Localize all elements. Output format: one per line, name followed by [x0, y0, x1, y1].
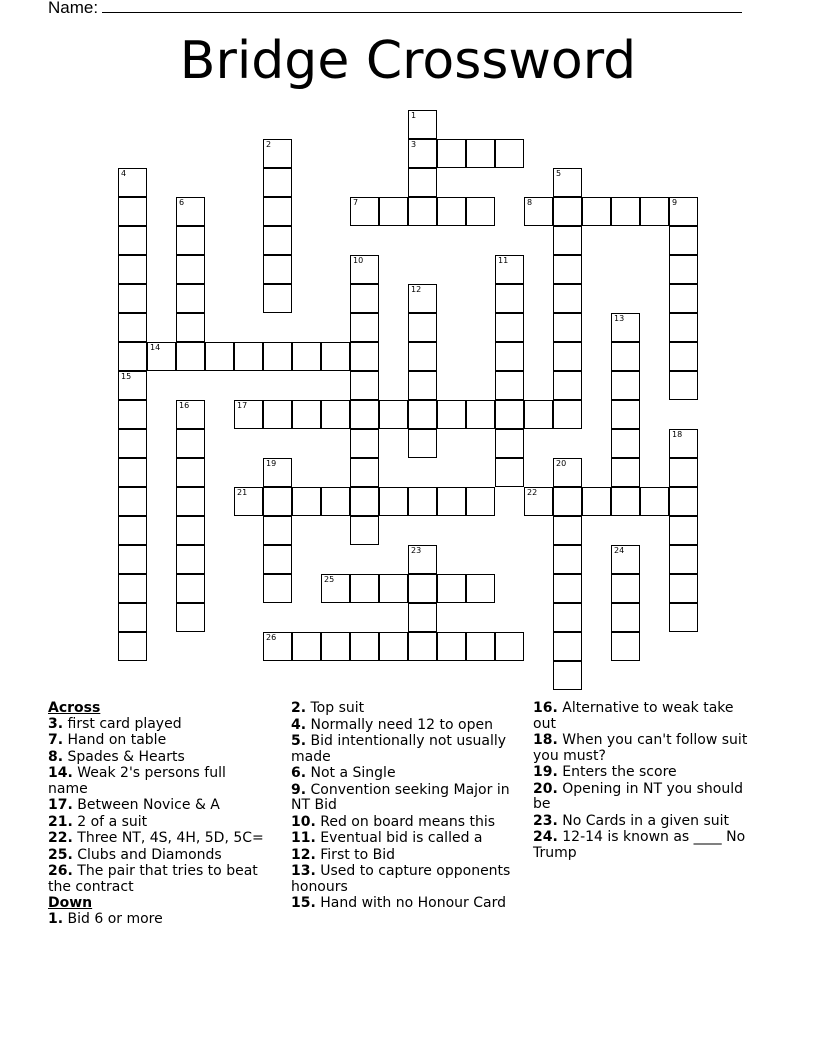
clue-item — [533, 733, 758, 764]
grid-cell[interactable] — [611, 197, 640, 226]
grid-cell[interactable] — [553, 284, 582, 313]
grid-cell[interactable] — [234, 487, 263, 516]
clue-item — [533, 814, 758, 830]
clue-item — [291, 701, 516, 717]
grid-cell[interactable] — [669, 313, 698, 342]
grid-cell[interactable] — [350, 458, 379, 487]
clue-number: 7 — [353, 198, 359, 207]
grid-cell[interactable] — [582, 197, 611, 226]
grid-cell[interactable] — [350, 197, 379, 226]
across-heading: Across — [48, 700, 101, 716]
clue-number-label: 11. — [291, 830, 316, 846]
grid-cell[interactable] — [350, 284, 379, 313]
grid-cell[interactable] — [669, 487, 698, 516]
grid-cell[interactable] — [408, 342, 437, 371]
down-clue-list-part-2 — [291, 701, 516, 912]
grid-cell[interactable] — [263, 284, 292, 313]
grid-cell[interactable] — [553, 197, 582, 226]
grid-cell[interactable] — [263, 255, 292, 284]
grid-cell[interactable] — [524, 400, 553, 429]
grid-cell[interactable] — [379, 632, 408, 661]
clue-number-label: 7. — [48, 732, 64, 748]
grid-cell[interactable] — [118, 371, 147, 400]
grid-cell[interactable] — [495, 139, 524, 168]
clue-number: 3 — [411, 140, 417, 149]
clue-number: 12 — [411, 285, 422, 294]
clue-number-label: 17. — [48, 797, 73, 813]
clues-column-1 — [48, 701, 268, 928]
grid-cell[interactable] — [350, 429, 379, 458]
clue-item — [291, 848, 516, 864]
clue-item — [48, 815, 268, 831]
clue-number-label: 19. — [533, 764, 558, 780]
clue-number: 4 — [121, 169, 127, 178]
grid-cell[interactable] — [466, 139, 495, 168]
clue-number-label: 23. — [533, 812, 558, 829]
grid-cell[interactable] — [553, 516, 582, 545]
grid-cell[interactable] — [263, 516, 292, 545]
grid-cell[interactable] — [379, 574, 408, 603]
clue-number: 11 — [498, 256, 509, 265]
grid-cell[interactable] — [669, 371, 698, 400]
grid-cell[interactable] — [669, 574, 698, 603]
clue-text: Red on board means this — [315, 813, 496, 830]
grid-cell[interactable] — [263, 168, 292, 197]
clue-number-label: 21. — [48, 813, 73, 830]
grid-cell[interactable] — [611, 458, 640, 487]
grid-cell[interactable] — [669, 516, 698, 545]
clue-item — [533, 782, 758, 813]
grid-cell[interactable] — [176, 603, 205, 632]
grid-cell[interactable] — [495, 632, 524, 661]
grid-cell[interactable] — [379, 487, 408, 516]
grid-cell[interactable] — [321, 342, 350, 371]
grid-cell[interactable] — [176, 458, 205, 487]
grid-cell[interactable] — [669, 284, 698, 313]
grid-cell[interactable] — [640, 487, 669, 516]
clue-item — [48, 798, 268, 814]
grid-cell[interactable] — [350, 574, 379, 603]
clue-item — [291, 864, 516, 895]
grid-cell[interactable] — [379, 197, 408, 226]
grid-cell[interactable] — [292, 400, 321, 429]
grid-cell[interactable] — [553, 632, 582, 661]
grid-cell[interactable] — [640, 197, 669, 226]
grid-cell[interactable] — [611, 371, 640, 400]
grid-cell[interactable] — [553, 545, 582, 574]
grid-cell[interactable] — [118, 458, 147, 487]
clue-item — [48, 831, 268, 847]
grid-cell[interactable] — [408, 168, 437, 197]
clue-number: 13 — [614, 314, 625, 323]
grid-cell[interactable] — [611, 487, 640, 516]
clue-text: Normally need 12 to open — [306, 716, 493, 733]
grid-cell[interactable] — [408, 487, 437, 516]
grid-cell[interactable] — [408, 313, 437, 342]
grid-cell[interactable] — [669, 458, 698, 487]
clue-number-label: 8. — [48, 748, 64, 765]
grid-cell[interactable] — [205, 342, 234, 371]
grid-cell[interactable] — [350, 342, 379, 371]
clue-text: Convention seeking Major in NT Bid — [291, 781, 510, 813]
clue-number-label: 26. — [48, 863, 73, 879]
clue-text: Bid intentionally not usually made — [291, 733, 507, 765]
grid-cell[interactable] — [408, 400, 437, 429]
grid-cell[interactable] — [437, 197, 466, 226]
clues-column-3 — [533, 701, 758, 862]
grid-cell[interactable] — [611, 574, 640, 603]
grid-cell[interactable] — [437, 139, 466, 168]
clue-text: First to Bid — [315, 846, 396, 863]
grid-cell[interactable] — [321, 574, 350, 603]
down-clue-list-part-3 — [533, 701, 758, 861]
clue-item — [48, 864, 268, 895]
grid-cell[interactable] — [321, 632, 350, 661]
grid-cell[interactable] — [234, 342, 263, 371]
grid-cell[interactable] — [176, 516, 205, 545]
grid-cell[interactable] — [669, 603, 698, 632]
clue-number-label: 14. — [48, 765, 73, 781]
grid-cell[interactable] — [263, 487, 292, 516]
grid-cell[interactable] — [408, 197, 437, 226]
grid-cell[interactable] — [611, 400, 640, 429]
grid-cell[interactable] — [176, 400, 205, 429]
grid-cell[interactable] — [176, 284, 205, 313]
clue-number: 15 — [121, 372, 132, 381]
grid-cell[interactable] — [263, 197, 292, 226]
name-underline[interactable] — [102, 0, 742, 13]
clue-number-label: 10. — [291, 813, 316, 830]
grid-cell[interactable] — [408, 284, 437, 313]
grid-cell[interactable] — [437, 632, 466, 661]
grid-cell[interactable] — [118, 516, 147, 545]
clue-number: 25 — [324, 575, 335, 584]
grid-cell[interactable] — [379, 400, 408, 429]
clue-number: 5 — [556, 169, 562, 178]
grid-cell[interactable] — [176, 255, 205, 284]
clue-number: 2 — [266, 140, 272, 149]
grid-cell[interactable] — [553, 255, 582, 284]
grid-cell[interactable] — [553, 313, 582, 342]
grid-cell[interactable] — [292, 487, 321, 516]
grid-cell[interactable] — [176, 313, 205, 342]
grid-cell[interactable] — [408, 429, 437, 458]
clue-text: Not a Single — [306, 765, 396, 781]
grid-cell[interactable] — [669, 226, 698, 255]
grid-cell[interactable] — [118, 226, 147, 255]
clue-number: 22 — [527, 488, 538, 497]
grid-cell[interactable] — [611, 632, 640, 661]
grid-cell[interactable] — [118, 255, 147, 284]
clue-text: Spades & Hearts — [63, 748, 185, 765]
clue-item — [48, 848, 268, 864]
grid-cell[interactable] — [118, 574, 147, 603]
grid-cell[interactable] — [176, 487, 205, 516]
clue-text: first card played — [63, 715, 182, 732]
clue-number: 20 — [556, 459, 567, 468]
grid-cell[interactable] — [350, 400, 379, 429]
grid-cell[interactable] — [263, 545, 292, 574]
grid-cell[interactable] — [582, 487, 611, 516]
grid-cell[interactable] — [118, 400, 147, 429]
grid-cell[interactable] — [350, 516, 379, 545]
grid-cell[interactable] — [263, 632, 292, 661]
grid-cell[interactable] — [495, 284, 524, 313]
clue-number: 9 — [672, 198, 678, 207]
clue-number-label: 18. — [533, 732, 558, 748]
clue-item — [291, 815, 516, 831]
grid-cell[interactable] — [495, 342, 524, 371]
clue-text: Top suit — [306, 700, 365, 716]
clue-number-label: 13. — [291, 863, 316, 879]
grid-cell[interactable] — [176, 342, 205, 371]
clue-text: When you can't follow suit you must? — [533, 732, 748, 764]
clue-item — [533, 765, 758, 781]
grid-cell[interactable] — [408, 545, 437, 574]
clue-item — [291, 783, 516, 814]
clue-item — [291, 766, 516, 782]
grid-cell[interactable] — [118, 342, 147, 371]
clue-number-label: 12. — [291, 846, 316, 863]
clue-text: Bid 6 or more — [63, 910, 163, 927]
clue-text: Alternative to weak take out — [533, 700, 734, 732]
grid-cell[interactable] — [553, 226, 582, 255]
grid-cell[interactable] — [495, 255, 524, 284]
name-label: Name: — [48, 0, 99, 17]
grid-cell[interactable] — [437, 487, 466, 516]
grid-cell[interactable] — [669, 429, 698, 458]
clue-text: Weak 2's persons full name — [48, 765, 226, 797]
grid-cell[interactable] — [118, 168, 147, 197]
clue-number-label: 22. — [48, 830, 73, 846]
clue-number-label: 1. — [48, 910, 64, 927]
clue-number-label: 3. — [48, 715, 64, 732]
grid-cell[interactable] — [263, 574, 292, 603]
clue-number: 10 — [353, 256, 364, 265]
clue-text: Clubs and Diamonds — [72, 846, 222, 863]
clue-number: 17 — [237, 401, 248, 410]
clue-text: Hand on table — [63, 732, 167, 748]
grid-cell[interactable] — [553, 458, 582, 487]
grid-cell[interactable] — [611, 342, 640, 371]
down-heading: Down — [48, 895, 93, 911]
clue-number: 6 — [179, 198, 185, 207]
grid-cell[interactable] — [350, 255, 379, 284]
grid-cell[interactable] — [176, 197, 205, 226]
grid-cell[interactable] — [553, 371, 582, 400]
grid-cell[interactable] — [466, 197, 495, 226]
grid-cell[interactable] — [118, 429, 147, 458]
grid-cell[interactable] — [176, 429, 205, 458]
clue-number-label: 24. — [533, 829, 558, 845]
clue-number: 16 — [179, 401, 190, 410]
clue-text: Eventual bid is called a — [315, 830, 483, 846]
clue-number-label: 16. — [533, 700, 558, 716]
grid-cell[interactable] — [350, 313, 379, 342]
grid-cell[interactable] — [553, 603, 582, 632]
grid-cell[interactable] — [292, 342, 321, 371]
grid-cell[interactable] — [408, 139, 437, 168]
grid-cell[interactable] — [611, 313, 640, 342]
clues-column-2 — [291, 701, 516, 913]
clue-text: The pair that tries to beat the contract — [48, 863, 258, 895]
grid-cell[interactable] — [437, 574, 466, 603]
clue-number-label: 15. — [291, 895, 316, 911]
grid-cell[interactable] — [234, 400, 263, 429]
grid-cell[interactable] — [321, 487, 350, 516]
clue-number: 26 — [266, 633, 277, 642]
clue-number: 1 — [411, 111, 417, 120]
across-clue-list — [48, 717, 268, 896]
clue-number: 18 — [672, 430, 683, 439]
grid-cell[interactable] — [118, 284, 147, 313]
grid-cell[interactable] — [466, 487, 495, 516]
grid-cell[interactable] — [466, 574, 495, 603]
clue-number-label: 9. — [291, 781, 307, 798]
grid-cell[interactable] — [669, 255, 698, 284]
page-title: Bridge Crossword — [179, 31, 637, 91]
clue-text: 12-14 is known as ____ No Trump — [533, 829, 746, 861]
clue-item — [291, 896, 516, 912]
grid-cell[interactable] — [118, 632, 147, 661]
grid-cell[interactable] — [495, 400, 524, 429]
clue-item — [48, 766, 268, 797]
clue-item — [48, 750, 268, 766]
grid-cell[interactable] — [669, 545, 698, 574]
grid-cell[interactable] — [611, 603, 640, 632]
grid-cell[interactable] — [350, 487, 379, 516]
grid-cell[interactable] — [292, 632, 321, 661]
grid-cell[interactable] — [553, 168, 582, 197]
grid-cell[interactable] — [611, 429, 640, 458]
clue-number-label: 5. — [291, 733, 307, 749]
grid-cell[interactable] — [176, 226, 205, 255]
clue-item — [533, 830, 758, 861]
grid-cell[interactable] — [524, 197, 553, 226]
clue-number: 8 — [527, 198, 533, 207]
clue-number-label: 2. — [291, 700, 307, 716]
grid-cell[interactable] — [495, 429, 524, 458]
grid-cell[interactable] — [118, 313, 147, 342]
grid-cell[interactable] — [408, 632, 437, 661]
clue-text: Three NT, 4S, 4H, 5D, 5C= — [72, 830, 264, 846]
down-clue-list-part-1 — [48, 912, 268, 928]
clue-item — [48, 912, 268, 928]
clue-number-label: 25. — [48, 846, 73, 863]
clue-item — [533, 701, 758, 732]
grid-cell[interactable] — [350, 632, 379, 661]
grid-cell[interactable] — [118, 197, 147, 226]
clue-number-label: 4. — [291, 716, 307, 733]
grid-cell[interactable] — [176, 545, 205, 574]
grid-cell[interactable] — [263, 400, 292, 429]
grid-cell[interactable] — [263, 342, 292, 371]
clue-item — [48, 733, 268, 749]
clue-number: 14 — [150, 343, 161, 352]
clue-text: 2 of a suit — [72, 813, 148, 830]
clue-text: No Cards in a given suit — [557, 812, 730, 829]
grid-cell[interactable] — [669, 342, 698, 371]
grid-cell[interactable] — [495, 458, 524, 487]
grid-cell[interactable] — [263, 458, 292, 487]
clue-item — [291, 718, 516, 734]
grid-cell[interactable] — [611, 545, 640, 574]
grid-cell[interactable] — [466, 400, 495, 429]
clue-number: 24 — [614, 546, 625, 555]
clue-item — [291, 734, 516, 765]
grid-cell[interactable] — [437, 400, 466, 429]
clue-number: 21 — [237, 488, 248, 497]
grid-cell[interactable] — [263, 139, 292, 168]
grid-cell[interactable] — [553, 400, 582, 429]
grid-cell[interactable] — [669, 197, 698, 226]
clue-number-label: 6. — [291, 765, 307, 781]
grid-cell[interactable] — [408, 110, 437, 139]
clue-number: 23 — [411, 546, 422, 555]
grid-cell[interactable] — [466, 632, 495, 661]
clue-item — [291, 831, 516, 847]
grid-cell[interactable] — [495, 313, 524, 342]
grid-cell[interactable] — [118, 487, 147, 516]
clue-text: Used to capture opponents honours — [291, 863, 511, 895]
clue-number-label: 20. — [533, 780, 558, 797]
grid-cell[interactable] — [408, 574, 437, 603]
grid-cell[interactable] — [118, 603, 147, 632]
clue-text: Hand with no Honour Card — [315, 895, 506, 911]
grid-cell[interactable] — [408, 371, 437, 400]
clue-item — [48, 717, 268, 733]
clue-text: Opening in NT you should be — [533, 780, 743, 812]
grid-cell[interactable] — [553, 342, 582, 371]
clue-text: Between Novice & A — [72, 797, 220, 813]
grid-cell[interactable] — [263, 226, 292, 255]
clue-text: Enters the score — [557, 764, 677, 780]
grid-cell[interactable] — [553, 661, 582, 690]
grid-cell[interactable] — [553, 487, 582, 516]
grid-cell[interactable] — [147, 342, 176, 371]
grid-cell[interactable] — [350, 371, 379, 400]
grid-cell[interactable] — [553, 574, 582, 603]
grid-cell[interactable] — [176, 574, 205, 603]
clue-number: 19 — [266, 459, 277, 468]
grid-cell[interactable] — [495, 371, 524, 400]
grid-cell[interactable] — [524, 487, 553, 516]
grid-cell[interactable] — [408, 603, 437, 632]
grid-cell[interactable] — [118, 545, 147, 574]
name-field[interactable] — [48, 0, 742, 18]
grid-cell[interactable] — [321, 400, 350, 429]
